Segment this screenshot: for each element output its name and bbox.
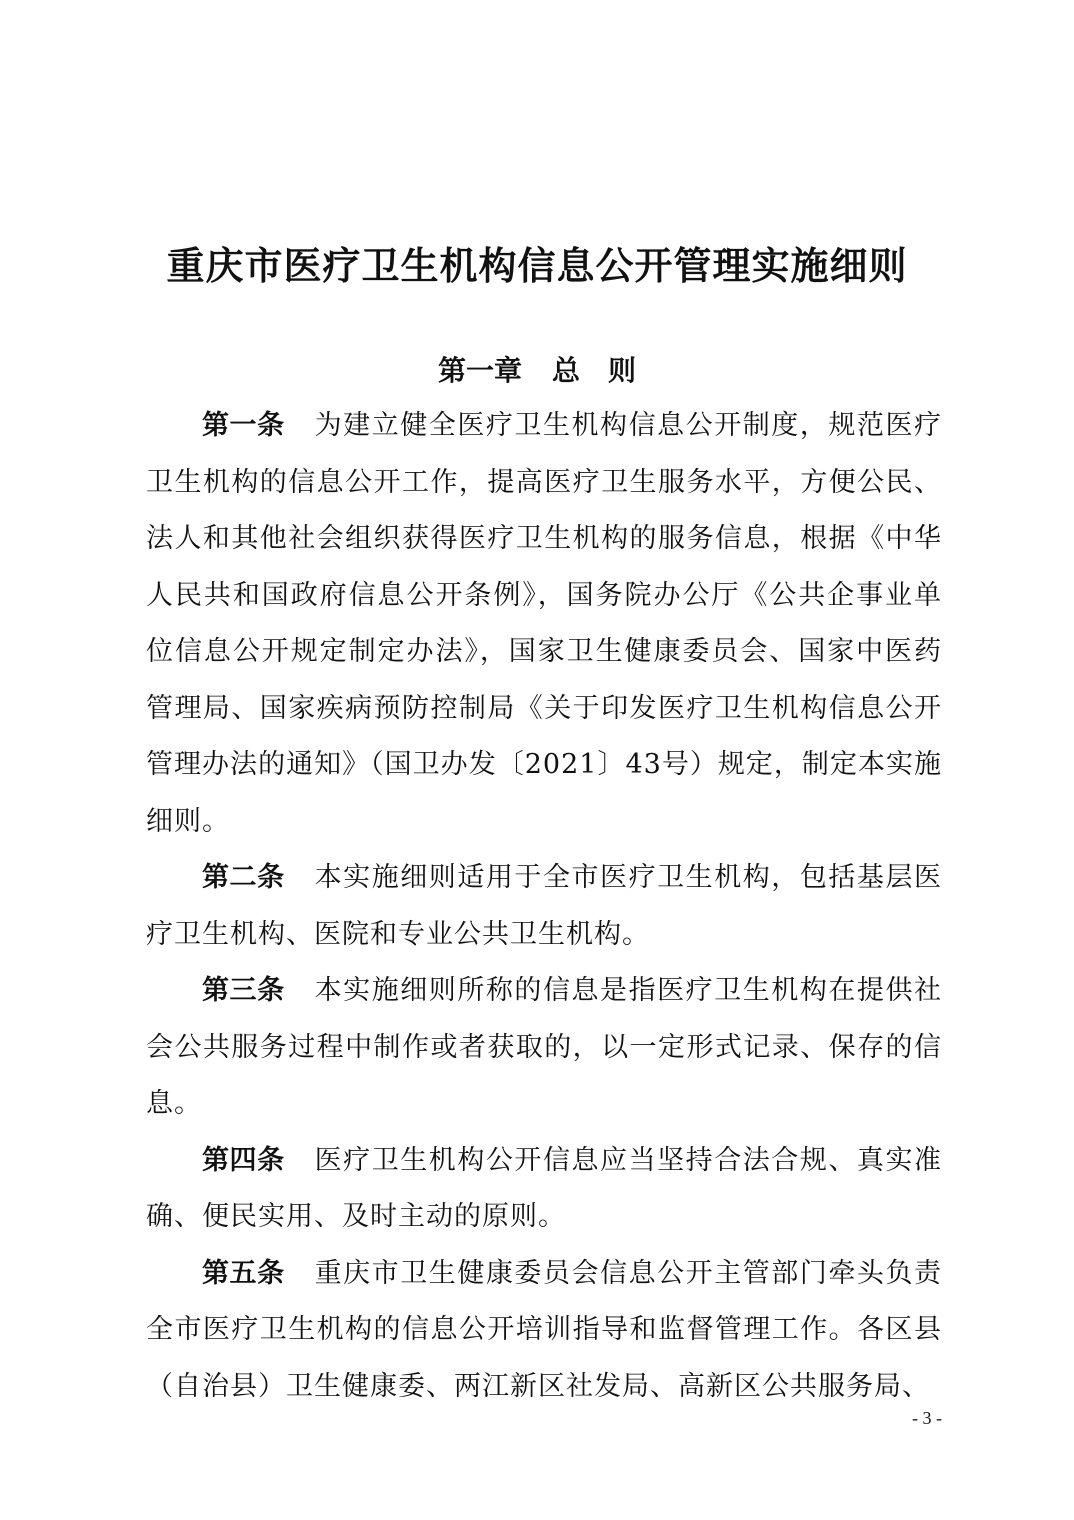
article-3 <box>146 963 942 1133</box>
article-4-heading: 第四条 <box>202 1144 285 1176</box>
article-1 <box>146 398 942 850</box>
article-5 <box>146 1246 942 1416</box>
article-4-text: 医疗卫生机构公开信息应当坚持合法合规、真实准确、便民实用、及时主动的原则。 <box>146 1144 942 1232</box>
chapter-heading <box>0 348 1074 394</box>
article-1-heading: 第一条 <box>202 410 285 441</box>
article-2 <box>146 850 942 963</box>
document-title: 重庆市医疗卫生机构信息公开管理实施细则 <box>166 244 908 288</box>
page-number: - 3 - <box>912 1408 942 1428</box>
article-4 <box>146 1133 942 1246</box>
article-2-text: 本实施细则适用于全市医疗卫生机构，包括基层医疗卫生机构、医院和专业公共卫生机构。 <box>146 862 942 950</box>
chapter-name: 总 则 <box>552 354 637 387</box>
article-5-text: 重庆市卫生健康委员会信息公开主管部门牵头负责全市医疗卫生机构的信息公开培训指导和监督管理工作。各区县（自治县）卫生健康委、两江新区社发局、高新区公共服务局、 <box>146 1257 942 1402</box>
article-3-text: 本实施细则所称的信息是指医疗卫生机构在提供社会公共服务过程中制作或者获取的，以一定形式记录、保存的信息。 <box>146 975 942 1119</box>
chapter-number: 第一章 <box>437 354 522 387</box>
article-3-heading: 第三条 <box>202 975 285 1006</box>
document-body <box>146 398 942 1415</box>
article-5-heading: 第五条 <box>202 1257 285 1289</box>
article-2-heading: 第二条 <box>202 862 285 893</box>
article-1-text: 为建立健全医疗卫生机构信息公开制度，规范医疗卫生机构的信息公开工作，提高医疗卫生服务水平，方便公民、法人和其他社会组织获得医疗卫生机构的服务信息，根据《中华人民共和国政府信息公开条例》，国务院办公厅《公共企事业单位信息公开规定制定办法》，国家卫生健康委员会、国家中医药管理局、国家疾病预防控制局《关于印发医疗卫生机构信息公开管理办法的通知》（国卫办发〔2021〕43号）规定，制定本实施细则。 <box>146 410 942 837</box>
